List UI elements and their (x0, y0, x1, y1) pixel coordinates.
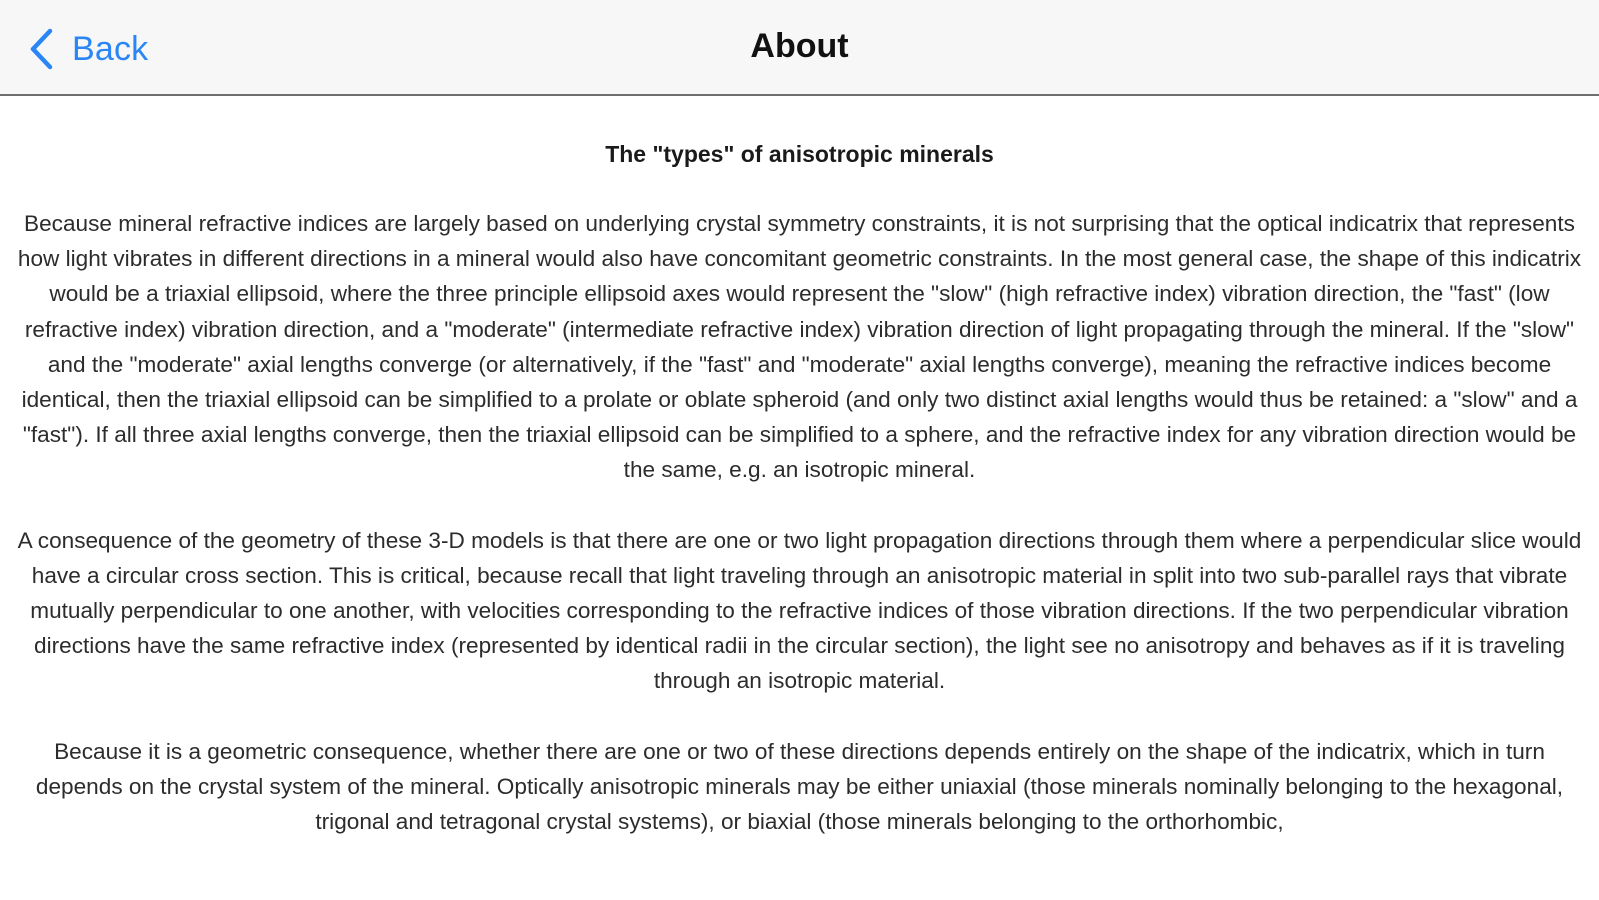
about-content[interactable] (10, 138, 1589, 898)
back-button-label: Back (72, 29, 149, 68)
page-title: About (750, 27, 849, 65)
section-heading: The "types" of anisotropic minerals (605, 141, 994, 167)
navigation-bar (0, 0, 1599, 96)
paragraph-2: A consequence of the geometry of these 3-D models is that there are one or two light propagation directions through them where a perpendicular slice would have a circular cross section. This is critical, because recall that light traveling through an anisotropic material in split into two sub-parallel rays that vibrate mutually perpendicular to one another, with velocities corresponding to the refractive indices of those vibration directions. If the two perpendicular vibration directions have the same refractive index (represented by identical radii in the circular section), the light see no anisotropy and behaves as if it is traveling through an isotropic material. (17, 527, 1582, 694)
paragraph-3: Because it is a geometric consequence, whether there are one or two of these directions depends entirely on the shape of the indicatrix, which in turn depends on the crystal system of the mineral. Optically anisotropic minerals may be either uniaxial (those minerals nominally belonging to the hexagonal, trigonal and tetragonal crystal systems), or biaxial (those minerals belonging to the orthorhombic, (35, 738, 1564, 835)
paragraph-1: Because mineral refractive indices are largely based on underlying crystal symmetry constraints, it is not surprising that the optical indicatrix that represents how light vibrates in different directions in a mineral would also have concomitant geometric constraints. In the most general case, the shape of this indicatrix would be a triaxial ellipsoid, where the three principle ellipsoid axes would represent the "slow" (high refractive index) vibration direction, the "fast" (low refractive index) vibration direction, and a "moderate" (intermediate refractive index) vibration direction of light propagating through the mineral. If the "slow" and the "moderate" axial lengths converge (or alternatively, if the "fast" and "moderate" axial lengths converge), meaning the refractive indices become identical, then the triaxial ellipsoid can be simplified to a prolate or oblate spheroid (and only two distinct axial lengths would thus be retained: a "slow" and a "fast"). If all three axial lengths converge, then the triaxial ellipsoid can be simplified to a sphere, and the refractive index for any vibration direction would be the same, e.g. an isotropic mineral. (17, 211, 1582, 483)
